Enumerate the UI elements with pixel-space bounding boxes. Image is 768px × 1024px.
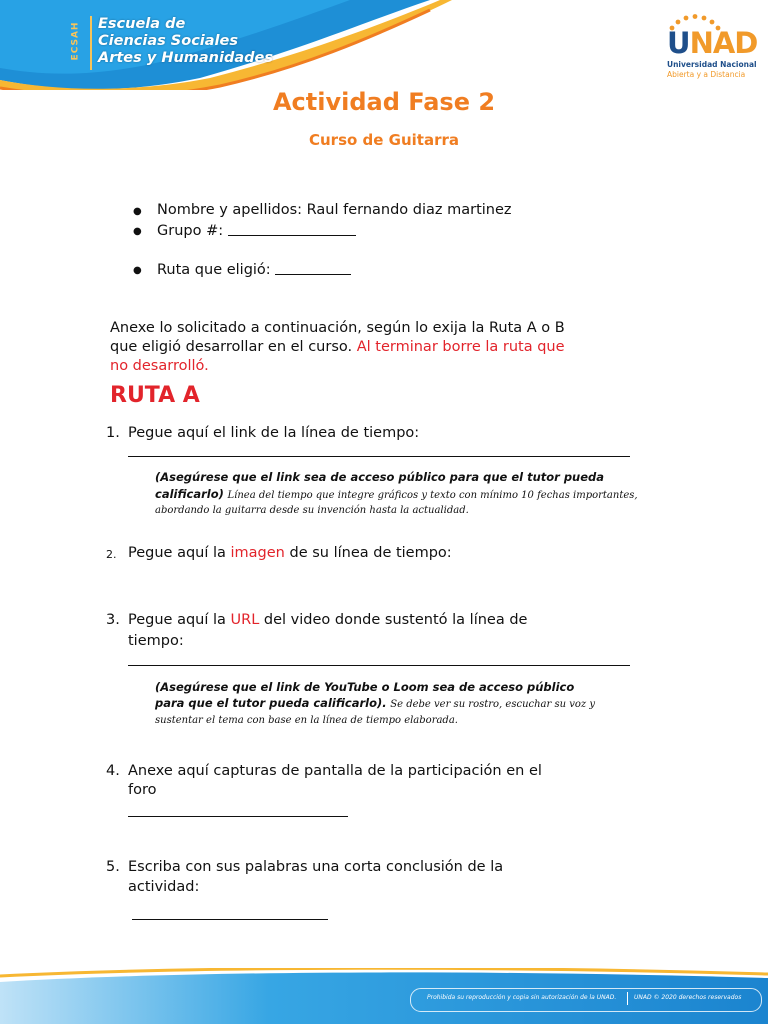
item-3-number: 3.: [106, 612, 120, 628]
unad-logo: [662, 14, 762, 84]
page-footer: [0, 968, 768, 1024]
unad-wordmark: UNAD: [667, 26, 758, 60]
item-4-number: 4.: [106, 763, 120, 779]
bullet-icon: ●: [133, 226, 142, 237]
item-5-text-line-2: actividad:: [128, 879, 200, 895]
instruction-line-1: Anexe lo solicitado a continuación, según lo exija la Ruta A o B: [110, 320, 565, 336]
route-heading: RUTA A: [110, 383, 200, 408]
school-name: [98, 16, 273, 67]
footer-divider: [627, 992, 628, 1005]
bullet-icon: ●: [133, 206, 142, 217]
item-1-answer-line[interactable]: [128, 456, 630, 457]
instruction-text: que eligió desarrollar en el curso.: [110, 339, 353, 355]
item-4-text: Anexe aquí capturas de pantalla de la participación en el: [128, 763, 542, 779]
school-line: Ciencias Sociales: [98, 33, 238, 49]
page-subtitle: Curso de Guitarra: [308, 131, 459, 149]
item-3-answer-line[interactable]: [128, 665, 630, 666]
page-title: Actividad Fase 2: [272, 88, 496, 116]
route-blank[interactable]: [275, 259, 351, 275]
page-header: [0, 0, 768, 90]
footer-rights: UNAD © 2020 derechos reservados: [634, 994, 742, 1001]
item-1-note-line-1: (Asegúrese que el link sea de acceso público para que el tutor pueda: [155, 470, 605, 484]
item-2-text: Pegue aquí la imagen de su línea de tiempo:: [128, 545, 452, 561]
unad-subtitle-2: Abierta y a Distancia: [667, 70, 746, 79]
item-2-number: 2.: [106, 548, 117, 561]
item-3-note-line-3: sustentar el tema con base en la línea de tiempo elaborada.: [155, 715, 458, 726]
route-field: [157, 259, 351, 280]
school-line: Escuela de: [98, 16, 186, 32]
ecsah-vertical-label: ECSAH: [70, 21, 81, 61]
group-blank[interactable]: [228, 220, 356, 236]
item-1-note-line-2: calificarlo) Línea del tiempo que integre gráficos y texto con mínimo 10 fechas importantes,: [155, 487, 638, 501]
group-label: Grupo #:: [157, 223, 224, 239]
item-3-note-line-2: para que el tutor pueda calificarlo). Se debe ver su rostro, escuchar su voz y: [155, 696, 595, 710]
item-5-answer-line[interactable]: [132, 919, 328, 920]
item-1-number: 1.: [106, 425, 120, 441]
header-divider: [90, 16, 92, 70]
item-3-text-line-2: tiempo:: [128, 633, 184, 649]
item-4-text-line-2: foro: [128, 782, 157, 798]
item-4-answer-line[interactable]: [128, 816, 348, 817]
instruction-warning: Al terminar borre la ruta que: [356, 339, 565, 355]
route-label: Ruta que eligió:: [157, 262, 271, 278]
item-3-note-line-1: (Asegúrese que el link de YouTube o Loom sea de acceso público: [155, 680, 575, 694]
name-field: Nombre y apellidos: Raul fernando diaz martinez: [157, 202, 512, 218]
footer-copyright-notice: Prohibida su reproducción y copia sin autorización de la UNAD.: [427, 994, 617, 1001]
item-3-text: Pegue aquí la URL del video donde sustentó la línea de: [128, 612, 528, 628]
item-1-text: Pegue aquí el link de la línea de tiempo:: [128, 425, 420, 441]
group-field: [157, 220, 356, 241]
instruction-line-2: [110, 337, 565, 357]
instruction-line-3: no desarrolló.: [110, 358, 209, 374]
bullet-icon: ●: [133, 265, 142, 276]
item-5-number: 5.: [106, 859, 120, 875]
unad-subtitle: Universidad Nacional: [667, 60, 757, 69]
item-5-text: Escriba con sus palabras una corta conclusión de la: [128, 859, 504, 875]
school-line: Artes y Humanidades: [98, 50, 273, 66]
item-1-note-line-3: abordando la guitarra desde su invención hasta la actualidad.: [155, 505, 469, 516]
